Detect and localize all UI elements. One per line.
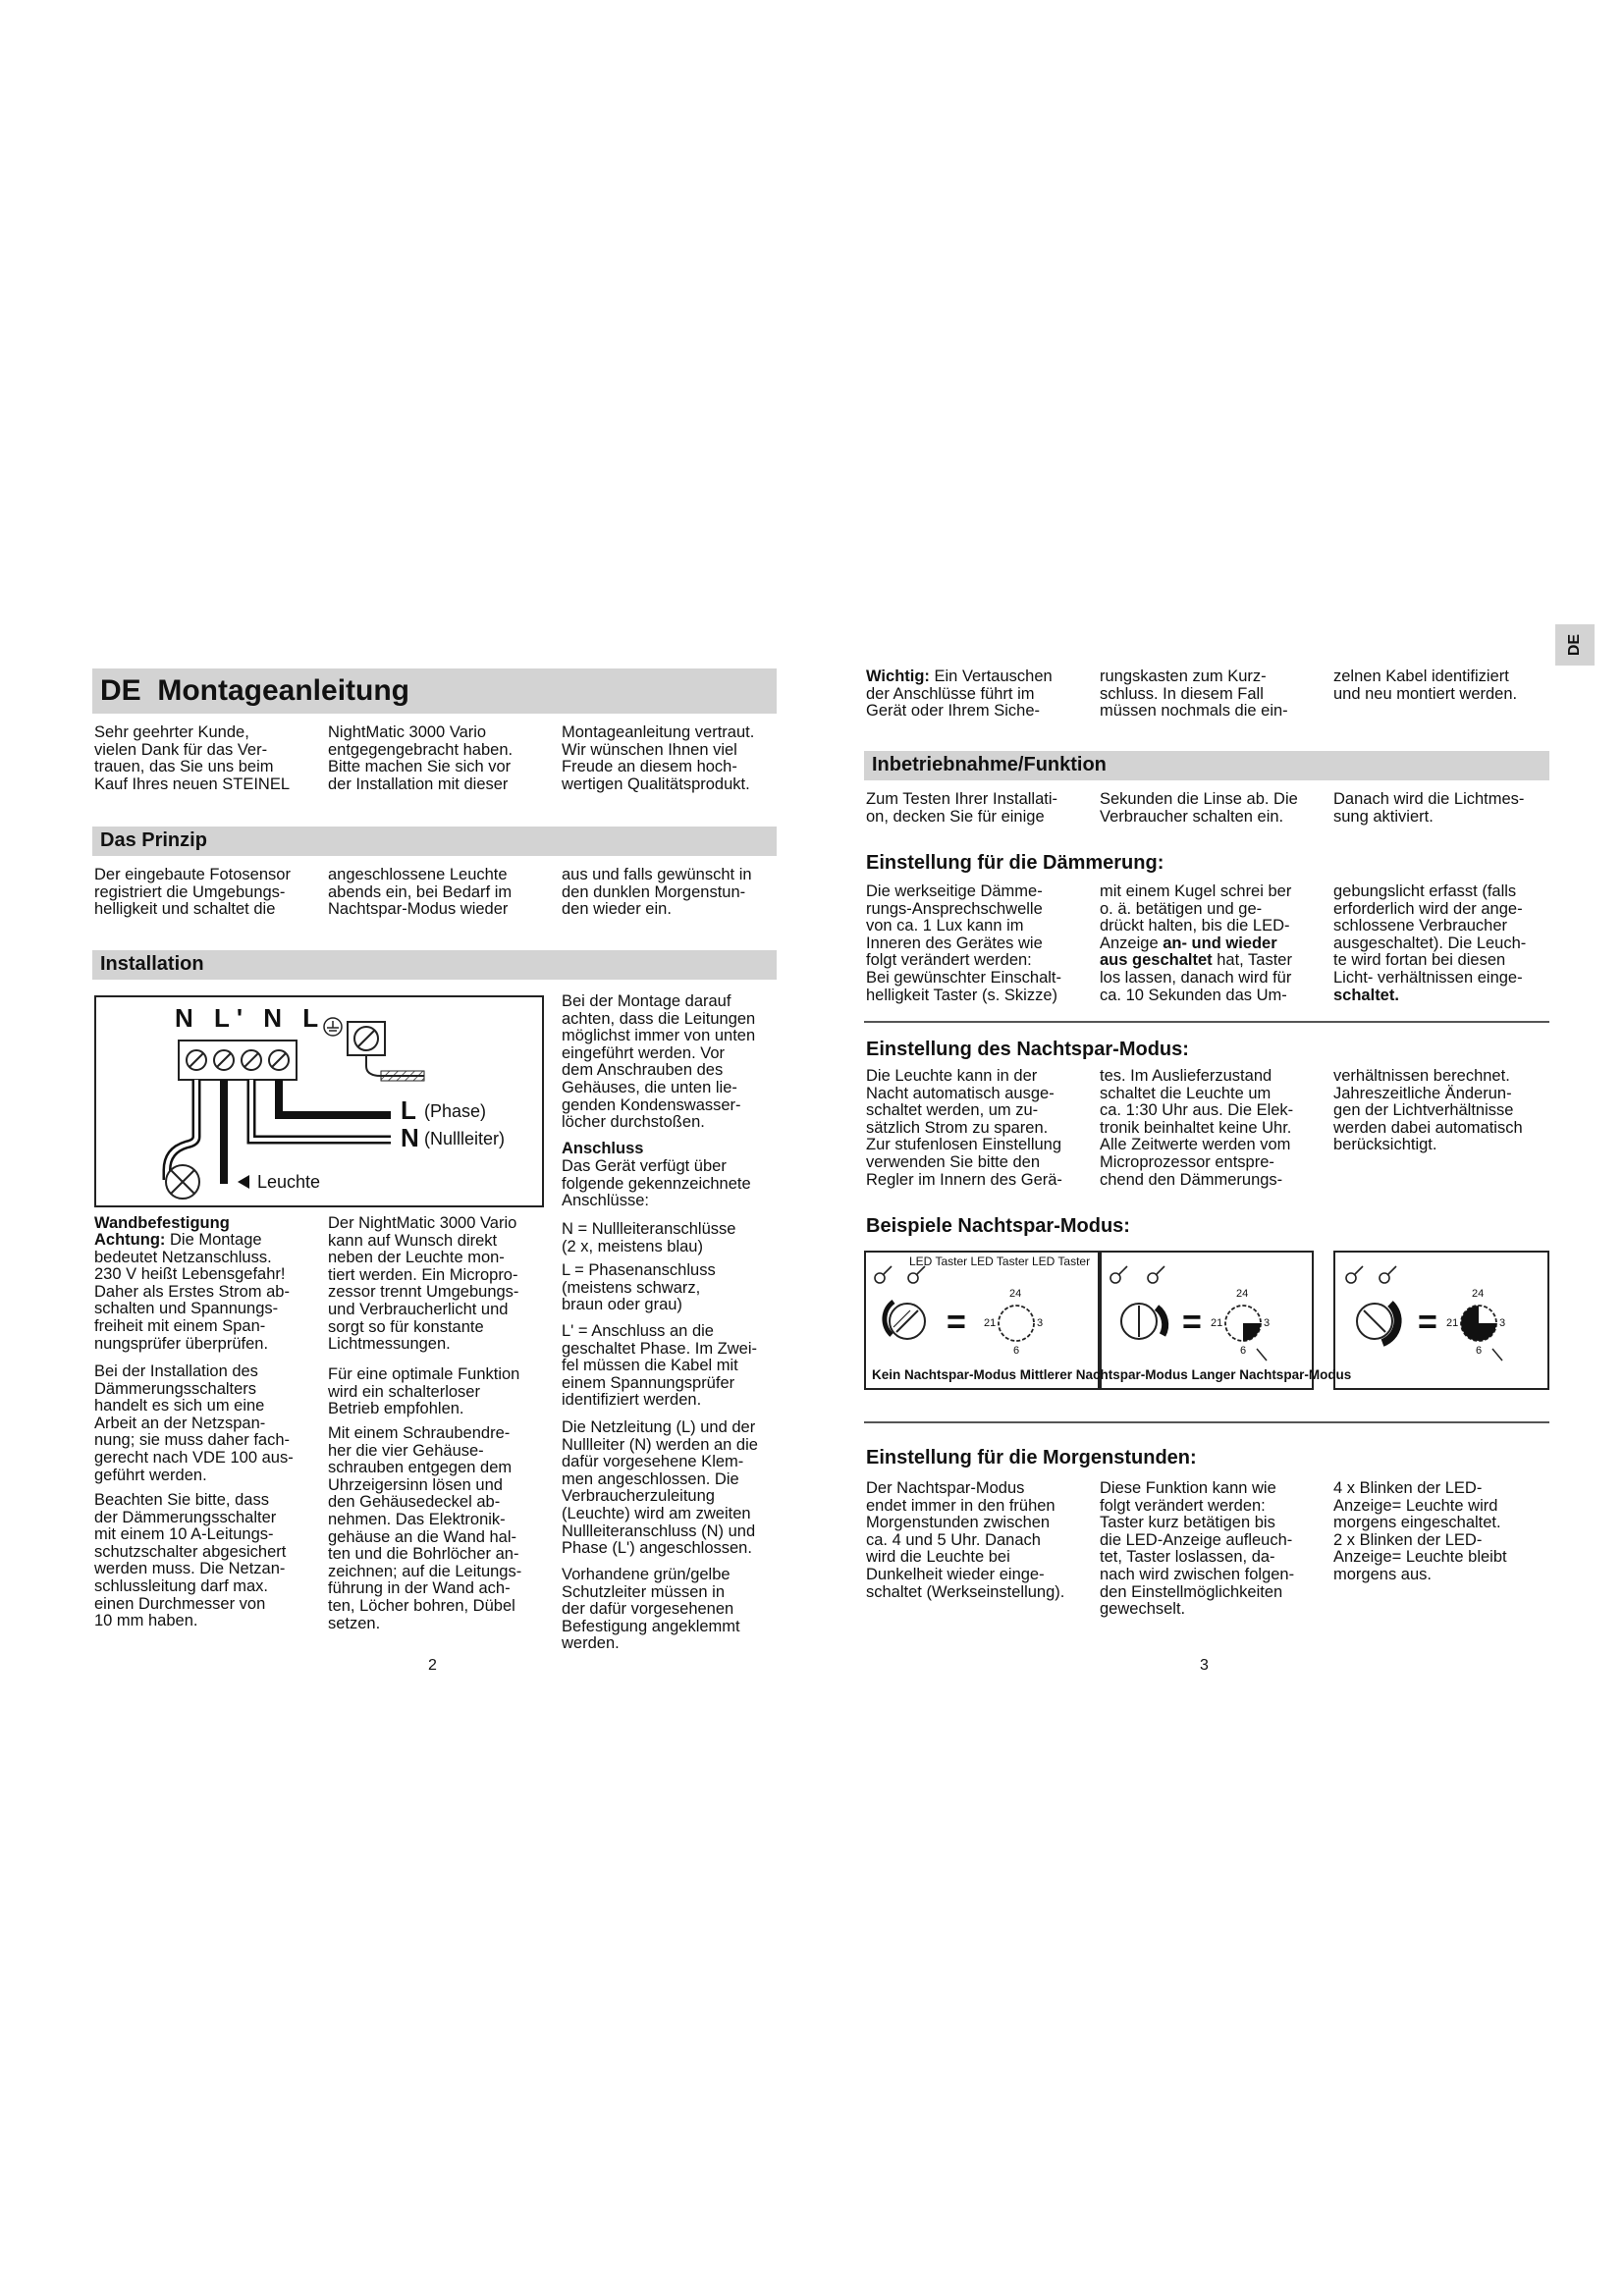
install-note: Bei der Montage darauf achten, dass die Leitungen möglichst immer von unten eingeführt werden. Vor dem Anschrauben des Gehäuses, die unten lie- genden Kondenswasser- löcher durchstoßen. (562, 992, 756, 1132)
led-taster-icons-3 (1346, 1266, 1396, 1283)
equals-sign-1: = (947, 1304, 966, 1341)
wand-text-1-body: Die Montage bedeutet Netzanschluss. 230 V heißt Lebensgefahr! Daher als Erstes Strom ab- schalten und Spannungs- freiheit mit einem Span- nungsprüfer überprüfen. (94, 1231, 290, 1353)
clock3-label-3: 3 (1499, 1317, 1506, 1329)
neutral-label: (Nullleiter) (424, 1129, 506, 1148)
lamp-arrow-icon (238, 1175, 249, 1189)
wichtig-label: Wichtig: (866, 667, 930, 685)
morgen-col-3: 4 x Blinken der LED- Anzeige= Leuchte wird morgens eingeschaltet. 2 x Blinken der LED- Anzeige= Leuchte bleibt morgens aus. (1333, 1479, 1507, 1583)
daemmerung-col-3 (1333, 883, 1554, 1004)
divider-2 (864, 1421, 1549, 1423)
wichtig-col-3: zelnen Kabel identifiziert und neu montiert werden. (1333, 667, 1518, 703)
clock1-label-3: 3 (1037, 1317, 1044, 1329)
inbetrieb-col-3: Danach wird die Lichtmes- sung aktiviert. (1333, 790, 1525, 826)
wiring-diagram (94, 995, 544, 1207)
beispiele-heading: Beispiele Nachtspar-Modus: (866, 1215, 1130, 1237)
phase-wire (279, 1080, 391, 1115)
daemmerung-heading: Einstellung für die Dämmerung: (866, 852, 1164, 874)
wand-text-2: Bei der Installation des Dämmerungsschalters handelt es sich um eine Arbeit an der Netzspan- nung; sie muss daher fach- gerecht nach VDE 100 aus- geführt werden. (94, 1362, 294, 1484)
clock3-label-24: 24 (1472, 1288, 1485, 1300)
dial-icon-1 (885, 1302, 925, 1339)
divider-1 (864, 1021, 1549, 1023)
lamp-label: Leuchte (257, 1172, 321, 1192)
equals-sign-3: = (1418, 1304, 1437, 1341)
phase-letter: L (401, 1095, 416, 1125)
morgen-col-1: Der Nachtspar-Modus endet immer in den frühen Morgenstunden zwischen ca. 4 und 5 Uhr. Danach wird die Leuchte bei Dunkelheit wieder einge- schaltet (Werkseinstellung). (866, 1479, 1065, 1601)
morgen-col-2: Diese Funktion kann wie folgt verändert werden: Taster kurz betätigen bis die LED-Anzeige aufleuch- tet, Taster loslassen, da- nach wird zwischen folgen- den Einstellmöglichkeiten gewechselt. (1100, 1479, 1295, 1619)
phase-label: (Phase) (424, 1101, 487, 1121)
clock3-label-21: 21 (1446, 1317, 1459, 1329)
schutzleiter-text: Vorhandene grün/gelbe Schutzleiter müssen in der dafür vorgesehenen Befestigung angeklemmt werden. (562, 1566, 740, 1653)
nachtspar-heading: Einstellung des Nachtspar-Modus: (866, 1039, 1189, 1060)
nachtspar-col-3: verhältnissen berechnet. Jahreszeitliche Änderun- gen der Lichtverhältnisse werden dabei automatisch berücksichtigt. (1333, 1067, 1523, 1154)
daemmerung-col-2-a: mit einem Kugel schrei ber o. ä. betätigen und ge- drückt halten, bis die LED- Anzeige (1100, 882, 1292, 952)
inbetrieb-col-2: Sekunden die Linse ab. Die Verbraucher schalten ein. (1100, 790, 1298, 826)
beispiele-bottom-label: Kein Nachtspar-Modus Mittlerer Nachtspar-Modus Langer Nachtspar-Modus (872, 1367, 1352, 1382)
page-number-left: 2 (428, 1657, 437, 1674)
section-heading-inbetriebnahme: Inbetriebnahme/Funktion (872, 754, 1107, 775)
wichtig-col-1-body: Ein Vertauschen der Anschlüsse führt im Gerät oder Ihrem Siche- (866, 667, 1053, 721)
anschluss-text: Das Gerät verfügt über folgende gekennzeichnete Anschlüsse: (562, 1157, 751, 1210)
terminal-labels: N L' N L (175, 1003, 326, 1033)
clock2-label-3: 3 (1264, 1317, 1271, 1329)
nachtspar-col-2: tes. Im Auslieferzustand schaltet die Leuchte um ca. 1:30 Uhr aus. Die Elek- tronik beinhaltet keine Uhr. Alle Zeitwerte werden vom Microprozessor entspre- chend den Dämmerungs- (1100, 1067, 1294, 1189)
clock2-label-24: 24 (1236, 1288, 1249, 1300)
daemmerung-col-2 (1100, 883, 1324, 1004)
l-terminal-item: L = Phasenanschluss (meistens schwarz, braun oder grau) (562, 1261, 716, 1314)
neutral-letter: N (401, 1123, 419, 1152)
clock1-label-24: 24 (1009, 1288, 1022, 1300)
lamp-icon (166, 1165, 199, 1199)
equals-sign-2: = (1182, 1304, 1202, 1341)
wand-achtung-label: Achtung: (94, 1231, 166, 1249)
n-terminal-item: N = Nullleiteranschlüsse (2 x, meistens blau) (562, 1220, 736, 1255)
clock1-label-21: 21 (984, 1317, 997, 1329)
anschluss-heading: Anschluss (562, 1140, 644, 1157)
section-bar-installation (92, 950, 777, 980)
wichtig-col-1 (866, 668, 1087, 721)
section-bar-inbetriebnahme (864, 751, 1549, 780)
clock2-label-21: 21 (1211, 1317, 1223, 1329)
side-tab-label: DE (1566, 633, 1583, 657)
daemmerung-col-3-a: gebungslicht erfasst (falls erforderlich wird der ange- schlossene Verbraucher ausgeschaltet). Die Leuch- te wird fortan bei diesen Licht- verhältnissen einge- (1333, 882, 1527, 987)
language-side-tab (1555, 624, 1595, 666)
clock3-label-6: 6 (1476, 1345, 1483, 1357)
mid-text-1: Der NightMatic 3000 Vario kann auf Wunsch direkt neben der Leuchte mon- tiert werden. Ein Micropro- zessor trennt Umgebungs- und Verbraucherlicht und sorgt so für konstante Lichtmessungen. (328, 1214, 519, 1354)
daemmerung-col-1: Die werkseitige Dämme- rungs-Ansprechschwelle von ca. 1 Lux kann im Inneren des Gerätes wie folgt verändert werden: Bei gewünschter Einschalt- helligkeit Taster (s. Skizze) (866, 882, 1062, 1004)
clock2-label-6: 6 (1240, 1345, 1247, 1357)
section-heading-installation: Installation (100, 953, 204, 975)
daemmerung-col-3-bold: schaltet. (1333, 986, 1399, 1004)
daemmerung-col-2-bold: an- und wieder aus geschaltet (1100, 934, 1277, 970)
intro-col-3: Montageanleitung vertraut. Wir wünschen Ihnen viel Freude an diesem hoch- wertigen Qualitätsprodukt. (562, 723, 755, 793)
prinzip-col-2: angeschlossene Leuchte abends ein, bei Bedarf im Nachtspar-Modus wieder (328, 866, 513, 919)
mid-text-2: Für eine optimale Funktion wird ein schalterloser Betrieb empfohlen. (328, 1365, 520, 1418)
clock1-label-6: 6 (1013, 1345, 1020, 1357)
wand-text-1 (94, 1232, 315, 1353)
intro-col-1: Sehr geehrter Kunde, vielen Dank für das Ver- trauen, das Sie uns beim Kauf Ihres neuen STEINEL (94, 723, 291, 793)
neutral-wire (251, 1080, 391, 1140)
wand-text-3: Beachten Sie bitte, dass der Dämmerungsschalter mit einem 10 A-Leitungs- schutzschalter abgesichert werden muss. Die Netzan- schlussleitung darf max. einen Durchmesser von 10 mm haben. (94, 1491, 287, 1630)
page-number-right: 3 (1200, 1657, 1209, 1674)
netzleitung-text: Die Netzleitung (L) und der Nullleiter (N) werden an die dafür vorgesehene Klem- men angeschlossen. Die Verbraucherzuleitung (Leuchte) wird am zweiten Nullleiteranschluss (N) und Phase (L') angeschlossen. (562, 1418, 758, 1558)
page-title-bar (92, 668, 777, 714)
led-taster-icons-2 (1110, 1266, 1164, 1283)
dial-icon-2 (1121, 1304, 1165, 1339)
prinzip-col-1: Der eingebaute Fotosensor registriert die Umgebungs- helligkeit und schaltet die (94, 866, 291, 919)
led-taster-icons-1 (875, 1266, 925, 1283)
section-bar-prinzip (92, 827, 777, 856)
daemmerung-col-2-c: hat, Taster los lassen, danach wird für ca. 10 Sekunden das Um- (1100, 951, 1292, 1004)
morgen-heading: Einstellung für die Morgenstunden: (866, 1447, 1197, 1468)
earth-icon (324, 1018, 342, 1036)
wand-heading: Wandbefestigung (94, 1214, 230, 1232)
mid-text-3: Mit einem Schraubendre- her die vier Gehäuse- schrauben entgegen dem Uhrzeigersinn lösen und den Gehäusedeckel ab- nehmen. Das Elektronik- gehäuse an die Wand hal- ten und die Bohrlöcher an- zeichnen; auf die Leitungs- führung in der Wand ach- ten, Löcher bohren, Dübel setzen. (328, 1424, 522, 1632)
intro-col-2: NightMatic 3000 Vario entgegengebracht haben. Bitte machen Sie sich vor der Installation mit dieser (328, 723, 514, 793)
section-heading-prinzip: Das Prinzip (100, 829, 207, 851)
beispiele-top-label: LED Taster LED Taster LED Taster (909, 1255, 1091, 1268)
nachtspar-col-1: Die Leuchte kann in der Nacht automatisch ausge- schaltet werden, um zu- sätzlich Strom zu sparen. Zur stufenlosen Einstellung verwenden Sie bitte den Regler im Innern des Gerä- (866, 1067, 1062, 1189)
lprime-terminal-item: L' = Anschluss an die geschaltet Phase. Im Zwei- fel müssen die Kabel mit einem Spannungsprüfer identifiziert werden. (562, 1322, 757, 1410)
page-title: DE Montageanleitung (100, 674, 409, 707)
prinzip-col-3: aus und falls gewünscht in den dunklen Morgenstun- den wieder ein. (562, 866, 752, 919)
wichtig-col-2: rungskasten zum Kurz- schluss. In diesem Fall müssen nochmals die ein- (1100, 667, 1288, 721)
inbetrieb-col-1: Zum Testen Ihrer Installati- on, decken Sie für einige (866, 790, 1058, 826)
beispiele-figure (864, 1251, 1551, 1388)
clock-icon-1 (999, 1306, 1034, 1341)
dial-icon-3 (1357, 1304, 1398, 1343)
